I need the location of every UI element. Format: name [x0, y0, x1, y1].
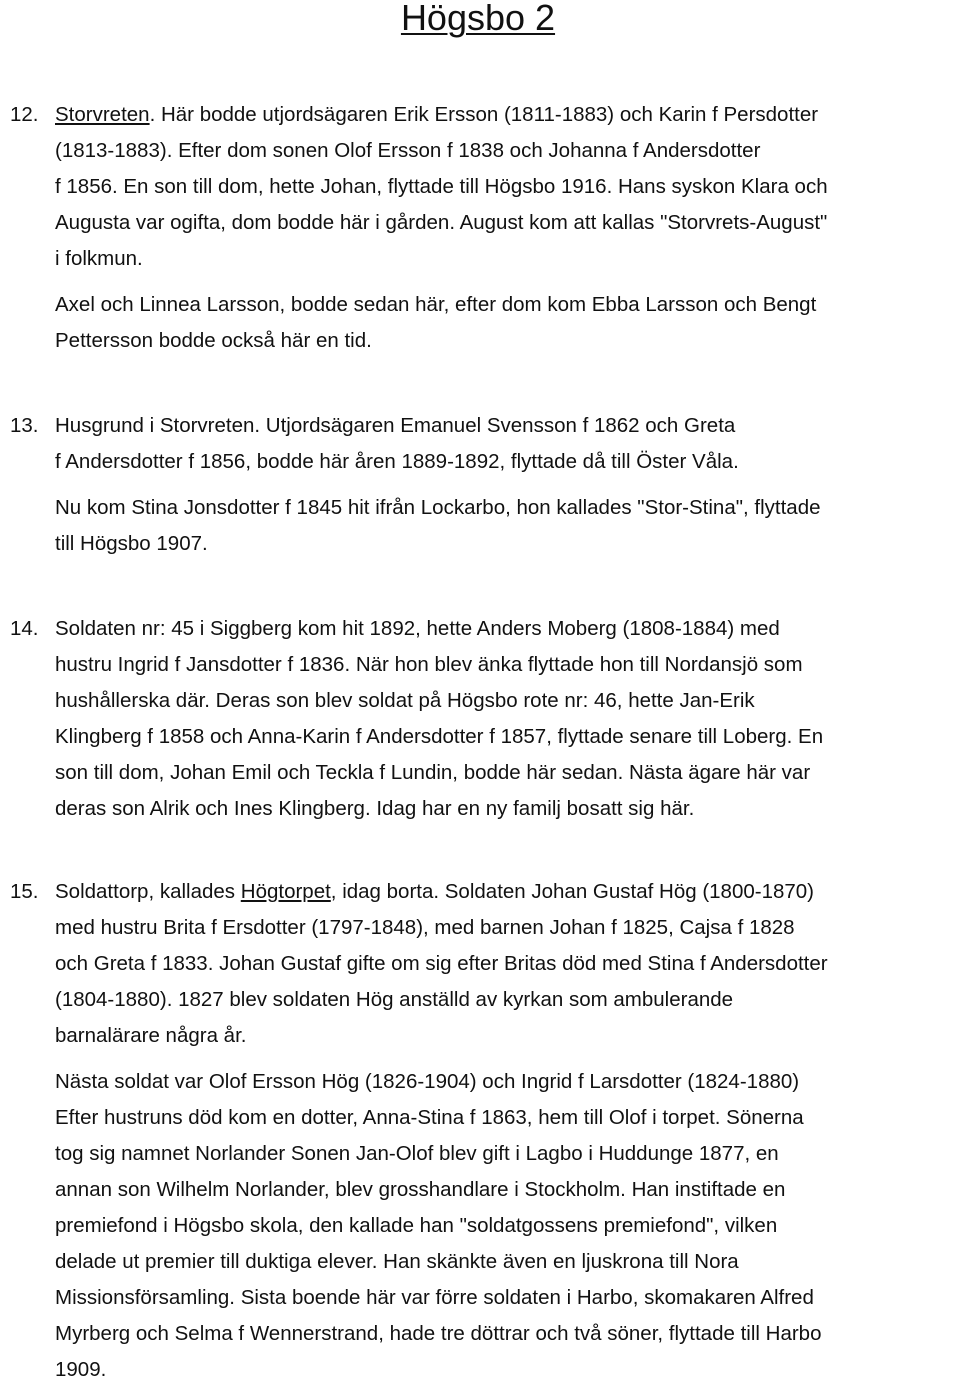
text-line	[55, 103, 818, 126]
entry-body	[55, 611, 960, 827]
text-line: Husgrund i Storvreten. Utjordsägaren Emanuel Svensson f 1862 och Greta	[55, 414, 736, 437]
text-line: hustru Ingrid f Jansdotter f 1836. När hon blev änka flyttade hon till Nordansjö som	[55, 653, 803, 676]
hogtorpet-link[interactable]: Högtorpet	[240, 880, 331, 903]
text-line: annan son Wilhelm Norlander, blev grosshandlare i Stockholm. Han instiftade en	[55, 1178, 786, 1201]
entry-body	[55, 408, 960, 562]
text-line: Soldaten nr: 45 i Siggberg kom hit 1892, hette Anders Moberg (1808-1884) med	[55, 617, 780, 640]
paragraph	[55, 490, 960, 562]
text-line: Missionsförsamling. Sista boende här var förre soldaten i Harbo, skomakaren Alfred	[55, 1286, 814, 1309]
text-line: Augusta var ogifta, dom bodde här i gården. August kom att kallas "Storvrets-August"	[55, 211, 828, 234]
entry-number: 12.	[10, 103, 39, 126]
text-line: Klingberg f 1858 och Anna-Karin f Andersdotter f 1857, flyttade senare till Loberg. En	[55, 725, 824, 748]
paragraph	[55, 287, 960, 359]
text-line: och Greta f 1833. Johan Gustaf gifte om sig efter Britas död med Stina f Andersdotter	[55, 952, 828, 975]
line-text: . Här bodde utjordsägaren Erik Ersson (1811-1883) och Karin f Persdotter	[149, 103, 819, 126]
text-line: barnalärare några år.	[55, 1024, 247, 1047]
text-line: 1909.	[55, 1358, 107, 1381]
paragraph	[55, 1064, 960, 1388]
entry-number: 14.	[10, 617, 39, 640]
text-line: premiefond i Högsbo skola, den kallade han "soldatgossens premiefond", vilken	[55, 1214, 778, 1237]
paragraph	[55, 408, 960, 480]
text-line: i folkmun.	[55, 247, 143, 270]
text-line: son till dom, Johan Emil och Teckla f Lundin, bodde här sedan. Nästa ägare här var	[55, 761, 811, 784]
storvreten-link[interactable]: Storvreten	[55, 103, 150, 126]
entry-number: 15.	[10, 880, 39, 903]
text-line: Nästa soldat var Olof Ersson Hög (1826-1904) och Ingrid f Larsdotter (1824-1880)	[55, 1070, 800, 1093]
text-line: f Andersdotter f 1856, bodde här åren 1889-1892, flyttade då till Öster Våla.	[55, 450, 739, 473]
text-line: hushållerska där. Deras son blev soldat på Högsbo rote nr: 46, hette Jan-Erik	[55, 689, 755, 712]
text-line: Nu kom Stina Jonsdotter f 1845 hit ifrån Lockarbo, hon kallades "Stor-Stina", flyttade	[55, 496, 821, 519]
entry-body	[55, 97, 960, 359]
line-text: , idag borta. Soldaten Johan Gustaf Hög (1800-1870)	[330, 880, 815, 903]
entry-body	[55, 874, 960, 1388]
text-line: tog sig namnet Norlander Sonen Jan-Olof blev gift i Lagbo i Huddunge 1877, en	[55, 1142, 779, 1165]
text-line: (1804-1880). 1827 blev soldaten Hög anställd av kyrkan som ambulerande	[55, 988, 734, 1011]
page-title: Högsbo 2	[400, 0, 556, 38]
text-line: f 1856. En son till dom, hette Johan, flyttade till Högsbo 1916. Hans syskon Klara och	[55, 175, 828, 198]
entry-number: 13.	[10, 414, 39, 437]
text-line: (1813-1883). Efter dom sonen Olof Ersson f 1838 och Johanna f Andersdotter	[55, 139, 761, 162]
text-line: Efter hustruns död kom en dotter, Anna-Stina f 1863, hem till Olof i torpet. Sönerna	[55, 1106, 804, 1129]
line-text: Soldattorp, kallades	[55, 880, 241, 903]
text-line: delade ut premier till duktiga elever. Han skänkte även en ljuskrona till Nora	[55, 1250, 739, 1273]
text-line: med hustru Brita f Ersdotter (1797-1848), med barnen Johan f 1825, Cajsa f 1828	[55, 916, 795, 939]
text-line: Myrberg och Selma f Wennerstrand, hade tre döttrar och två söner, flyttade till Harbo	[55, 1322, 822, 1345]
paragraph	[55, 97, 960, 277]
text-line: deras son Alrik och Ines Klingberg. Idag har en ny familj bosatt sig här.	[55, 797, 695, 820]
text-line: Pettersson bodde också här en tid.	[55, 329, 372, 352]
text-line: Axel och Linnea Larsson, bodde sedan här, efter dom kom Ebba Larsson och Bengt	[55, 293, 817, 316]
paragraph	[55, 874, 960, 1054]
text-line: till Högsbo 1907.	[55, 532, 208, 555]
text-line	[55, 880, 814, 903]
paragraph	[55, 611, 960, 827]
